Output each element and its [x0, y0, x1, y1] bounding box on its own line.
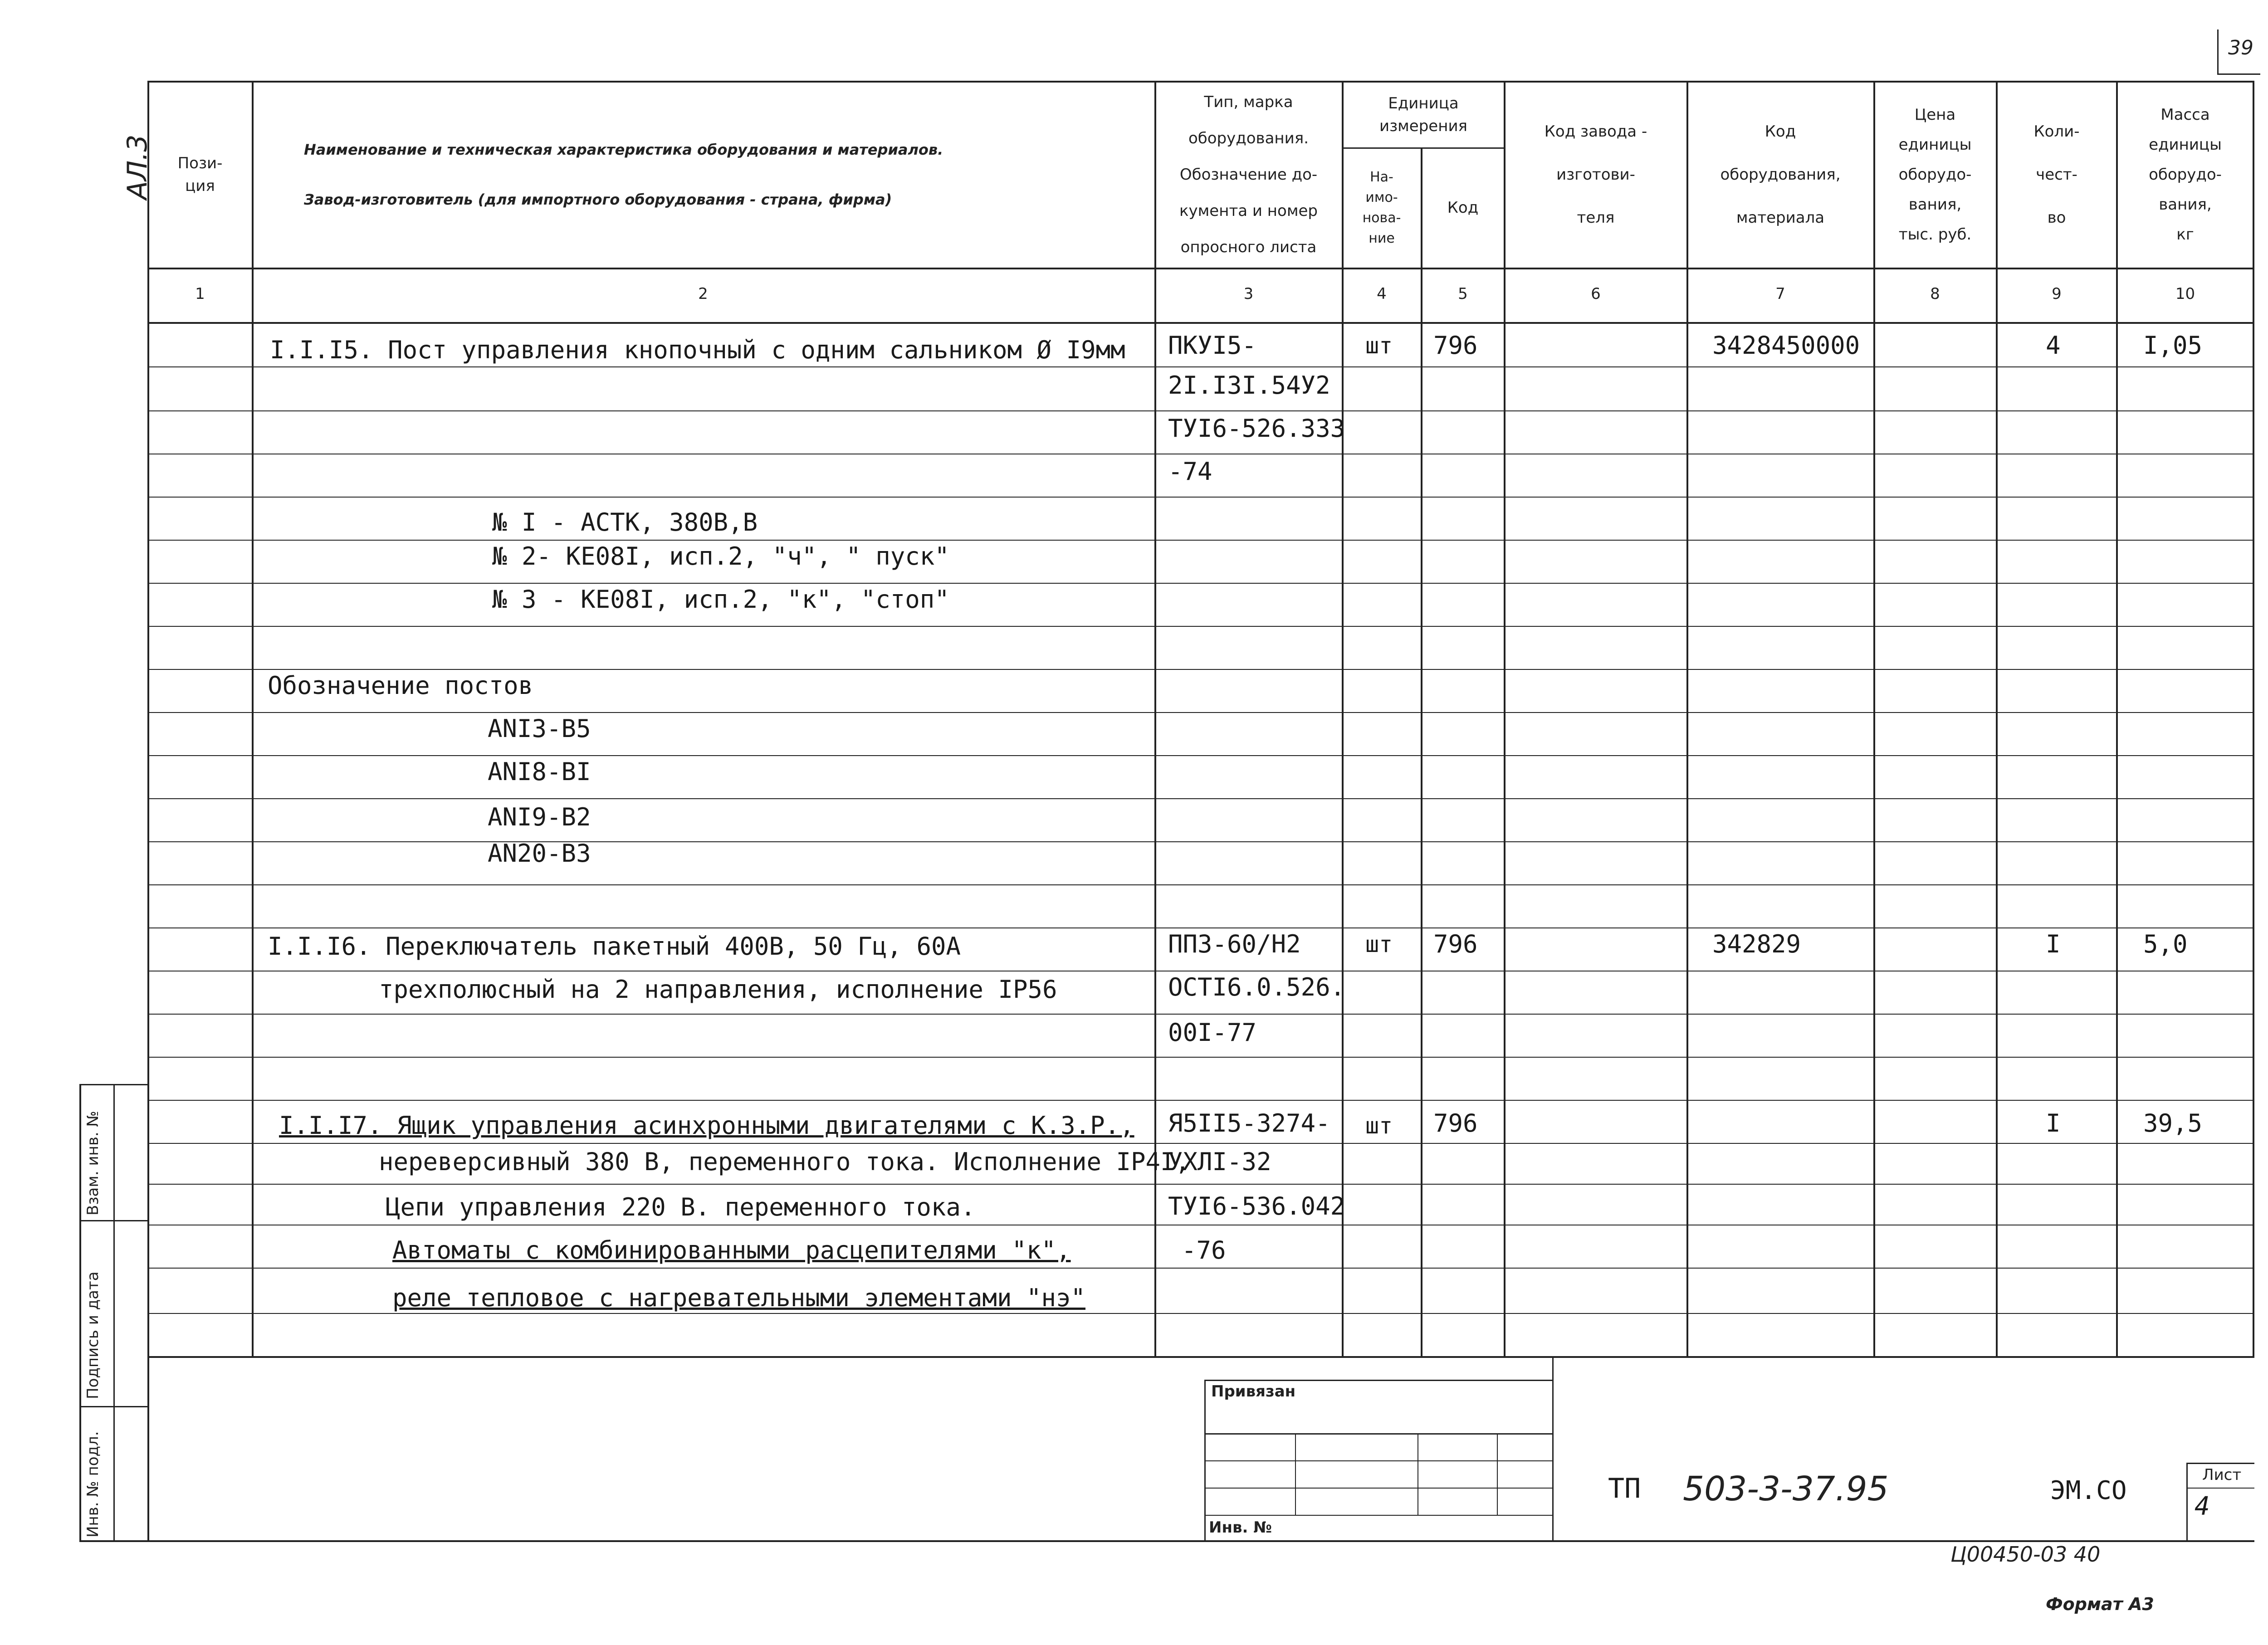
posts-title: Обозначение постов: [268, 671, 533, 700]
header-col-7: Код оборудования, материала: [1720, 122, 1841, 227]
header-col-1: Пози- ция: [177, 154, 223, 195]
item-115-type-4: -74: [1168, 457, 1212, 486]
note-3: № 3 - КЕ08I, исп.2, "к", "стоп": [492, 585, 949, 614]
item-117-type-3: ТУI6-536.042: [1168, 1192, 1345, 1220]
item-117-line-5: реле тепловое с нагревательными элементами "нэ": [392, 1284, 1086, 1312]
side-label-inv-podl: Инв. № подл.: [84, 1431, 102, 1538]
item-117-line-3: Цепи управления 220 В. переменного тока.: [386, 1193, 976, 1221]
frame-left: [147, 81, 149, 1542]
item-117-type-1: Я5II5-3274-: [1168, 1109, 1330, 1137]
item-116-qty: I: [2046, 930, 2061, 958]
item-116-code: 796: [1433, 930, 1478, 958]
post-2: АNI8-ВI: [488, 757, 591, 786]
post-4: АN20-В3: [488, 839, 591, 868]
col-number-9: 9: [2052, 285, 2062, 303]
note-2: № 2- КЕ08I, исп.2, "ч", " пуск": [492, 542, 949, 571]
header-col-2: Наименование и техническая характеристика оборудования и материалов. Завод-изготовитель (для импортного оборудования - страна, фирма): [304, 141, 943, 208]
header-col-9: Коли- чест- во: [2033, 122, 2080, 227]
item-115-type-2: 2I.I3I.54У2: [1168, 371, 1330, 400]
item-115-qty: 4: [2046, 331, 2061, 360]
side-label-podpis: Подпись и дата: [84, 1271, 102, 1399]
privyazan-label: Привязан: [1211, 1382, 1296, 1401]
item-115-name: I.I.I5. Пост управления кнопочный с одним сальником Ø I9мм: [270, 336, 1125, 364]
doc-code: ЭМ.СО: [2050, 1476, 2127, 1505]
format-label: Формат А3: [2046, 1594, 2154, 1614]
header-col-6: Код завода - изготови- теля: [1544, 122, 1647, 227]
frame-bottom: [79, 1540, 2254, 1542]
inv-no-label: Инв. №: [1209, 1518, 1272, 1537]
frame-right: [2253, 81, 2254, 1357]
side-stamp: АЛ.3: [122, 134, 153, 200]
col-number-4: 4: [1377, 285, 1387, 303]
item-117-type-4: -76: [1182, 1236, 1226, 1264]
col-number-8: 8: [1930, 285, 1940, 303]
item-115-unit: шт: [1365, 332, 1393, 359]
item-117-unit: шт: [1365, 1113, 1393, 1139]
item-116-desc: трехполюсный на 2 направления, исполнение IР56: [379, 975, 1057, 1004]
header-col-8: Цена единицы оборудо- вания, тыс. руб.: [1898, 106, 1972, 244]
item-117-code: 796: [1433, 1109, 1478, 1137]
tp-label: ТП: [1608, 1473, 1641, 1504]
item-117-qty: I: [2046, 1109, 2061, 1137]
item-115-mass: I,05: [2143, 331, 2203, 360]
frame-top: [147, 81, 2254, 83]
sheet-number: 4: [2195, 1492, 2210, 1521]
item-117-type-2: УХЛI-32: [1168, 1147, 1271, 1176]
col-number-2: 2: [698, 285, 708, 303]
item-116-material-code: 342829: [1712, 930, 1801, 958]
col-number-3: 3: [1243, 285, 1254, 303]
bottom-code: Ц00450-03 40: [1950, 1542, 2101, 1567]
header-col-10: Масса единицы оборудо- вания, кг: [2149, 106, 2222, 244]
header-unit: Единица измерения: [1379, 94, 1468, 135]
header-col-3: Тип, марка оборудования. Обозначение до- кумента и номер опросного листа: [1179, 93, 1318, 256]
post-1: АNI3-В5: [488, 714, 591, 743]
col-number-1: 1: [195, 285, 205, 303]
corner-page-number: 39: [2228, 36, 2253, 59]
item-115-material-code: 3428450000: [1712, 331, 1860, 360]
header-col-5: Код: [1447, 198, 1479, 217]
item-117-mass: 39,5: [2143, 1109, 2203, 1137]
doc-number: 503-3-37.95: [1683, 1469, 1889, 1508]
col-number-6: 6: [1591, 285, 1601, 303]
col-number-10: 10: [2175, 285, 2195, 303]
item-116-type-3: 00I-77: [1168, 1018, 1257, 1047]
item-115-type-1: ПКУI5-: [1168, 331, 1257, 360]
item-117-line-2: нереверсивный 380 В, переменного тока. Исполнение IР4I,: [379, 1147, 1190, 1176]
side-label-vzam: Взам. инв. №: [84, 1111, 102, 1215]
col-number-5: 5: [1458, 285, 1468, 303]
item-116-type-2: ОСТI6.0.526.: [1168, 973, 1345, 1001]
item-115-code: 796: [1433, 331, 1478, 360]
item-116-unit: шт: [1365, 931, 1393, 957]
note-1: № I - АСТК, 380В,В: [492, 508, 758, 537]
item-116-mass: 5,0: [2143, 930, 2188, 958]
item-115-type-3: ТУI6-526.333: [1168, 414, 1345, 443]
col-number-7: 7: [1775, 285, 1785, 303]
item-117-line-4: Автоматы с комбинированными расцепителями "к",: [392, 1236, 1071, 1264]
item-117-name: I.I.I7. Ящик управления асинхронными двигателями с К.З.Р.,: [279, 1111, 1134, 1140]
post-3: АNI9-В2: [488, 803, 591, 831]
header-col-4: На- имо- нова- ние: [1362, 169, 1401, 246]
item-116-name: I.I.I6. Переключатель пакетный 400В, 50 Гц, 60А: [268, 932, 961, 961]
item-116-type-1: ППЗ-60/Н2: [1168, 930, 1301, 958]
sheet-label: Лист: [2202, 1466, 2242, 1484]
